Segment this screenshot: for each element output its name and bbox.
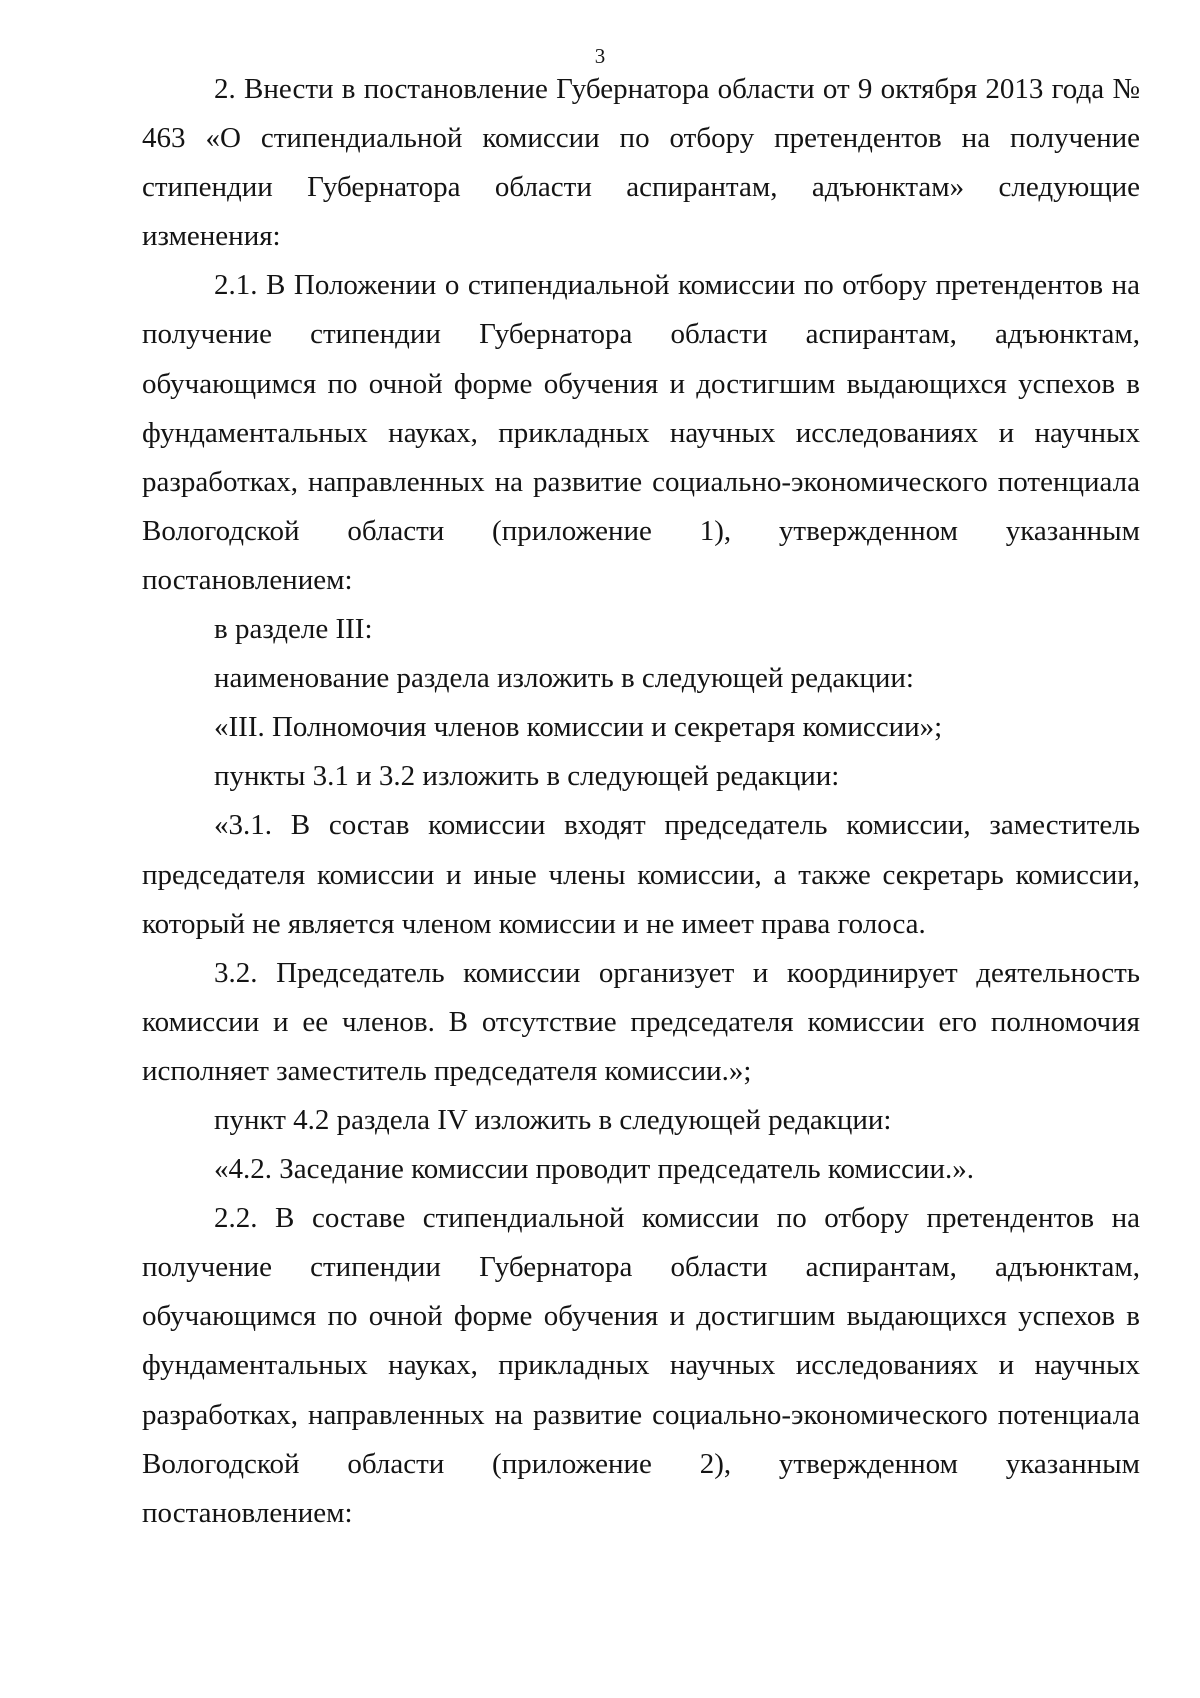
paragraph-point-4-2-new: «4.2. Заседание комиссии проводит председатель комиссии.».	[214, 1153, 975, 1186]
paragraph-point-3-1: «3.1. В состав комиссии входят председатель комиссии, заместитель председателя комиссии и иные члены комиссии, а также секретарь комиссии, который не является членом комиссии и не имеет права голоса.	[142, 809, 1140, 940]
paragraph-subitem-2-2: 2.2. В составе стипендиальной комиссии по отбору претендентов на получение стипендии Губернатора области аспирантам, адъюнктам, обучающимся по очной форме обучения и достигшим выдающихся успехов в фундаментальных науках, прикладных научных исследованиях и научных разработках, направленных на развитие социально-экономического потенциала Вологодской области (приложение 2), утвержденном указанным постановлением:	[142, 1202, 1140, 1529]
document-body	[142, 65, 1140, 1538]
paragraph-point-3-2: 3.2. Председатель комиссии организует и координирует деятельность комиссии и ее членов. В отсутствие председателя комиссии его полномочия исполняет заместитель председателя комиссии.»;	[142, 956, 1140, 1087]
paragraph-section-iii: в разделе III:	[214, 613, 373, 646]
paragraph-subitem-2-1: 2.1. В Положении о стипендиальной комиссии по отбору претендентов на получение стипендии Губернатора области аспирантам, адъюнктам, обучающимся по очной форме обучения и достигшим выдающихся успехов в фундаментальных науках, прикладных научных исследованиях и научных разработках, направленных на развитие социально-экономического потенциала Вологодской области (приложение 1), утвержденном указанным постановлением:	[142, 269, 1140, 596]
paragraph-points-instruction: пункты 3.1 и 3.2 изложить в следующей редакции:	[214, 760, 840, 793]
paragraph-section-title-new: «III. Полномочия членов комиссии и секретаря комиссии»;	[214, 711, 943, 744]
paragraph-point-4-2-instruction: пункт 4.2 раздела IV изложить в следующей редакции:	[214, 1103, 892, 1136]
page-number: 3	[594, 44, 606, 68]
paragraph-section-title-instruction: наименование раздела изложить в следующей редакции:	[214, 662, 914, 695]
paragraph-item-2: 2. Внести в постановление Губернатора области от 9 октября 2013 года № 463 «О стипендиальной комиссии по отбору претендентов на получение стипендии Губернатора области аспирантам, адъюнктам» следующие изменения:	[142, 73, 1140, 253]
